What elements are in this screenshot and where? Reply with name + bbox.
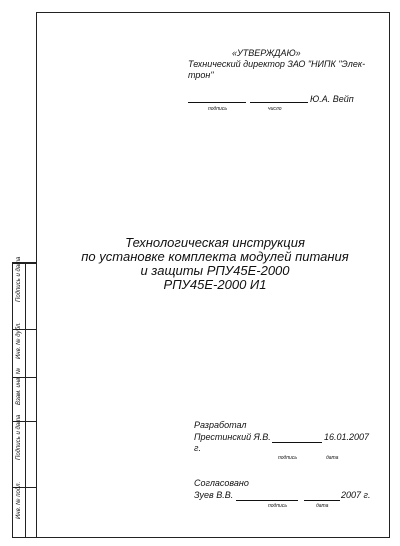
approval-position-cont: трон"	[188, 70, 214, 80]
stamp-cell-original-inv	[13, 481, 36, 539]
developed-name: Престинский Я.В.	[194, 432, 271, 442]
title-line: РПУ45Е-2000 И1	[163, 277, 267, 292]
stamp-cell-signature-date-top	[13, 256, 36, 329]
agreed-date-line	[304, 500, 340, 501]
stamp-label: Взам. инв. №	[16, 367, 22, 405]
developed-caption-date: дата	[326, 455, 339, 461]
agreed-caption-signature: подпись	[268, 503, 287, 509]
approval-caption-signature: подпись	[208, 106, 227, 112]
stamp-label: Подпись и дата	[16, 256, 22, 302]
approval-caption-date: число	[268, 106, 282, 112]
developed-caption-signature: подпись	[278, 455, 297, 461]
developed-year-suffix: г.	[194, 443, 201, 453]
title-line: и защиты РПУ45Е-2000	[140, 263, 290, 278]
approval-block	[188, 48, 378, 81]
agreed-heading: Согласовано	[194, 478, 249, 488]
stamp-cell-signature-date-bottom	[13, 414, 36, 487]
developed-date: 16.01.2007	[324, 432, 370, 442]
agreed-name: Зуев В.В.	[194, 490, 234, 500]
document-title	[60, 236, 370, 292]
agreed-date: 2007 г.	[341, 490, 371, 500]
approval-name: Ю.А. Вейп	[310, 94, 354, 104]
approval-signature-line	[188, 102, 246, 103]
developed-signature-line	[272, 442, 322, 443]
agreed-caption-date: дата	[316, 503, 329, 509]
approval-date-line	[250, 102, 308, 103]
agreed-signature-line	[236, 500, 298, 501]
stamp-column	[12, 256, 36, 538]
title-line: Технологическая инструкция	[125, 235, 305, 250]
approval-heading: «УТВЕРЖДАЮ»	[232, 48, 301, 58]
approval-position: Технический директор ЗАО "НИПК "Элек-	[188, 59, 366, 69]
developed-heading: Разработал	[194, 420, 247, 430]
title-line: по установке комплекта модулей питания	[81, 249, 349, 264]
stamp-label: Инв. № подл.	[16, 481, 22, 519]
stamp-label: Инв. № дубл.	[16, 321, 22, 359]
stamp-label: Подпись и дата	[16, 414, 22, 460]
